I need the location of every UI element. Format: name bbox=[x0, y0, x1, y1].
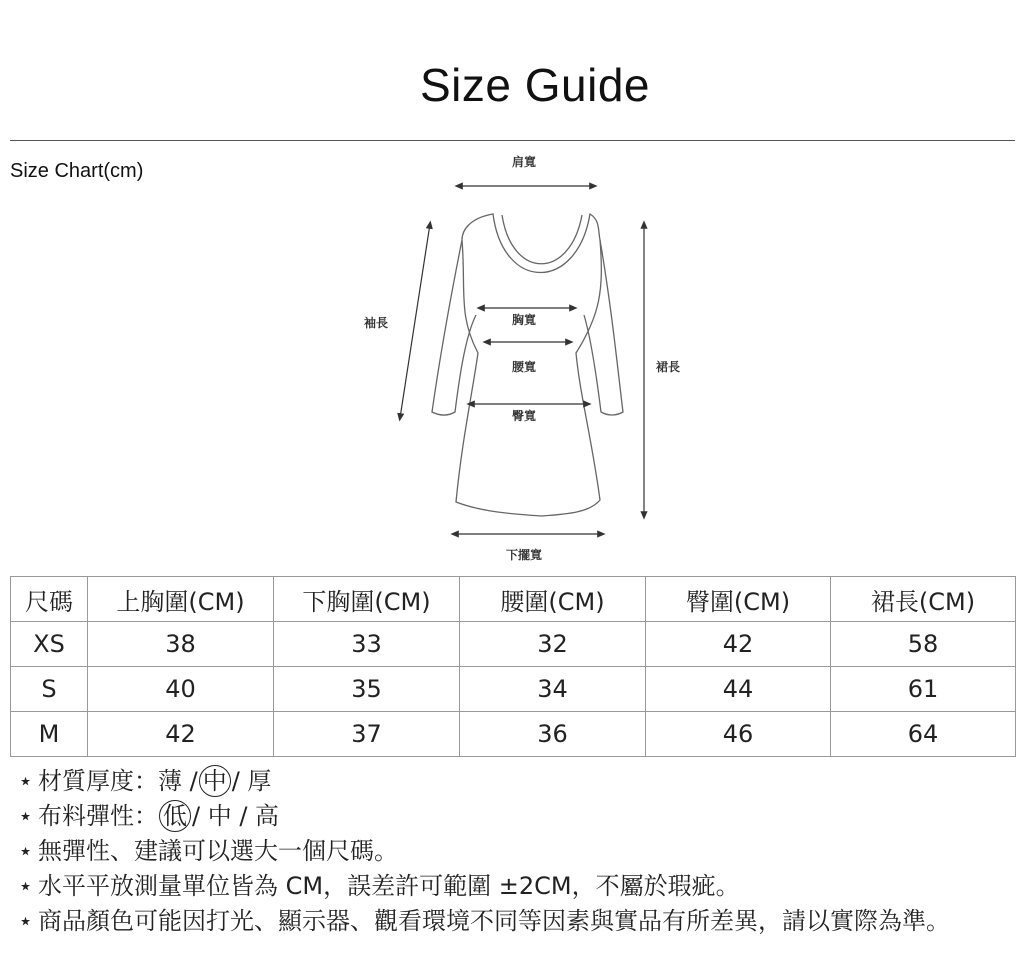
elastic-selected: 低 bbox=[159, 800, 191, 832]
sleeve-arrow bbox=[400, 224, 430, 418]
star-icon: ⋆ bbox=[18, 907, 34, 935]
cell-hip: 44 bbox=[646, 667, 831, 712]
cell-waist: 34 bbox=[460, 667, 646, 712]
note-text: 水平平放測量單位皆為 CM，誤差許可範圍 ±2CM，不屬於瑕疵。 bbox=[38, 872, 740, 900]
sleeve-label: 袖長 bbox=[364, 316, 389, 330]
cell-length: 64 bbox=[831, 712, 1016, 757]
cell-size: M bbox=[11, 712, 88, 757]
shoulder-label: 肩寬 bbox=[512, 155, 537, 169]
hem-label: 下擺寬 bbox=[506, 548, 543, 562]
cell-hip: 42 bbox=[646, 622, 831, 667]
cell-waist: 36 bbox=[460, 712, 646, 757]
star-icon: ⋆ bbox=[18, 802, 34, 830]
star-icon: ⋆ bbox=[18, 837, 34, 865]
header-length: 裙長(CM) bbox=[831, 577, 1016, 622]
note-text: 無彈性、建議可以選大一個尺碼。 bbox=[38, 837, 398, 865]
cell-size: XS bbox=[11, 622, 88, 667]
header-waist: 腰圍(CM) bbox=[460, 577, 646, 622]
cell-upper-bust: 40 bbox=[88, 667, 274, 712]
note-color bbox=[18, 904, 950, 939]
table-header-row bbox=[11, 577, 1016, 622]
table-row bbox=[11, 622, 1016, 667]
dress-illustration bbox=[0, 140, 1021, 570]
cell-lower-bust: 35 bbox=[274, 667, 460, 712]
table-row bbox=[11, 712, 1016, 757]
header-upper-bust: 上胸圍(CM) bbox=[88, 577, 274, 622]
header-lower-bust: 下胸圍(CM) bbox=[274, 577, 460, 622]
thickness-label: 材質厚度：薄 / bbox=[38, 767, 198, 795]
cell-length: 61 bbox=[831, 667, 1016, 712]
cell-upper-bust: 42 bbox=[88, 712, 274, 757]
note-size-advice bbox=[18, 834, 950, 869]
star-icon: ⋆ bbox=[18, 767, 34, 795]
note-measurement bbox=[18, 869, 950, 904]
chest-label: 胸寬 bbox=[512, 313, 537, 327]
cell-waist: 32 bbox=[460, 622, 646, 667]
star-icon: ⋆ bbox=[18, 872, 34, 900]
note-text: 商品顏色可能因打光、顯示器、觀看環境不同等因素與實品有所差異，請以實際為準。 bbox=[38, 907, 950, 935]
header-size: 尺碼 bbox=[11, 577, 88, 622]
table-row bbox=[11, 667, 1016, 712]
waist-label: 腰寬 bbox=[512, 360, 537, 374]
cell-size: S bbox=[11, 667, 88, 712]
cell-lower-bust: 33 bbox=[274, 622, 460, 667]
size-table bbox=[10, 576, 1016, 757]
note-elasticity bbox=[18, 799, 950, 834]
cell-length: 58 bbox=[831, 622, 1016, 667]
page-title: Size Guide bbox=[419, 59, 650, 111]
size-chart-label: Size Chart(cm) bbox=[10, 160, 144, 182]
note-thickness bbox=[18, 764, 950, 799]
thickness-rest: / 厚 bbox=[231, 767, 272, 795]
length-label: 裙長 bbox=[656, 360, 681, 374]
notes-list bbox=[18, 764, 950, 939]
hip-label: 臀寬 bbox=[512, 409, 537, 423]
dress-diagram bbox=[0, 140, 1021, 570]
header-hip: 臀圍(CM) bbox=[646, 577, 831, 622]
thickness-selected: 中 bbox=[199, 765, 231, 797]
elastic-label: 布料彈性： bbox=[38, 802, 158, 830]
cell-upper-bust: 38 bbox=[88, 622, 274, 667]
cell-hip: 46 bbox=[646, 712, 831, 757]
elastic-rest: / 中 / 高 bbox=[192, 802, 280, 830]
cell-lower-bust: 37 bbox=[274, 712, 460, 757]
